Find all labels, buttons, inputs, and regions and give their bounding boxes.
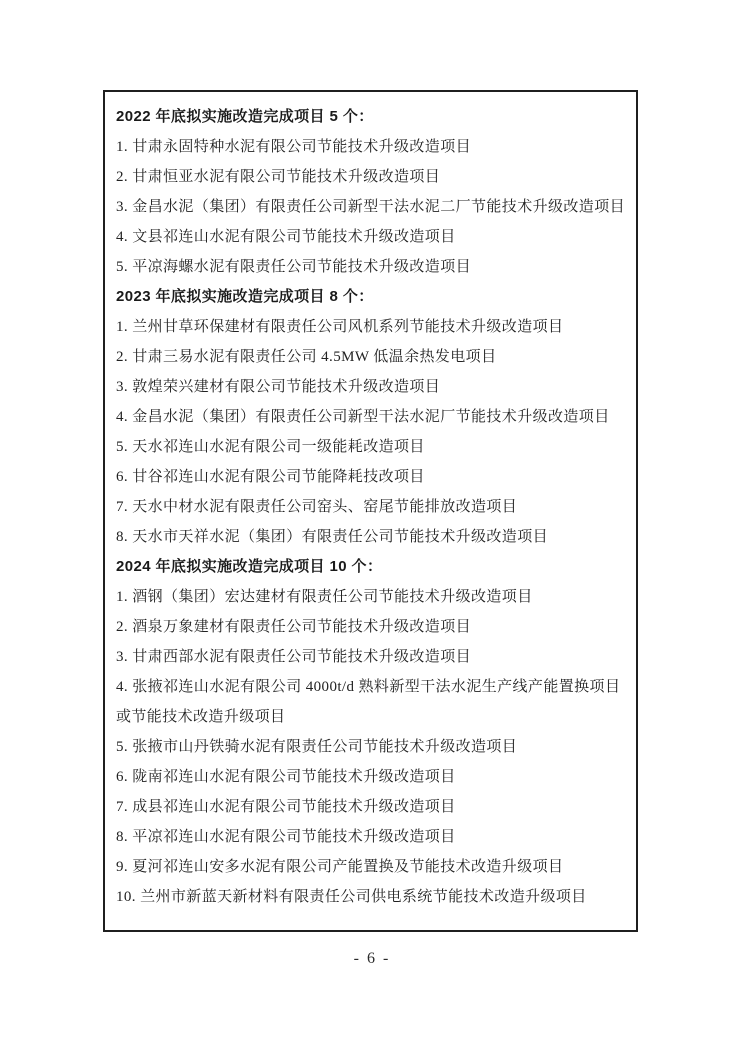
project-item: 4. 张掖祁连山水泥有限公司 4000t/d 熟料新型干法水泥生产线产能置换项目或节能技术改造升级项目 <box>116 679 621 725</box>
project-item: 2. 酒泉万象建材有限责任公司节能技术升级改造项目 <box>116 619 472 635</box>
project-item: 3. 甘肃西部水泥有限责任公司节能技术升级改造项目 <box>116 649 472 665</box>
project-item: 5. 天水祁连山水泥有限公司一级能耗改造项目 <box>116 439 425 455</box>
project-item: 9. 夏河祁连山安多水泥有限公司产能置换及节能技术改造升级项目 <box>116 859 564 875</box>
project-item: 4. 金昌水泥（集团）有限责任公司新型干法水泥厂节能技术升级改造项目 <box>116 409 610 425</box>
project-item: 3. 金昌水泥（集团）有限责任公司新型干法水泥二厂节能技术升级改造项目 <box>116 199 626 215</box>
project-item: 4. 文县祁连山水泥有限公司节能技术升级改造项目 <box>116 229 456 245</box>
project-item: 7. 天水中材水泥有限责任公司窑头、窑尾节能排放改造项目 <box>116 499 518 515</box>
section-heading-2022: 2022 年底拟实施改造完成项目 5 个： <box>116 108 374 125</box>
project-item: 6. 陇南祁连山水泥有限公司节能技术升级改造项目 <box>116 769 456 785</box>
project-item: 1. 兰州甘草环保建材有限责任公司风机系列节能技术升级改造项目 <box>116 319 564 335</box>
page-number: - 6 - <box>353 950 391 967</box>
project-list-box <box>103 90 638 932</box>
project-item: 10. 兰州市新蓝天新材料有限责任公司供电系统节能技术改造升级项目 <box>116 889 587 905</box>
project-item: 2. 甘肃恒亚水泥有限公司节能技术升级改造项目 <box>116 169 441 185</box>
project-item: 7. 成县祁连山水泥有限公司节能技术升级改造项目 <box>116 799 456 815</box>
project-item: 1. 酒钢（集团）宏达建材有限责任公司节能技术升级改造项目 <box>116 589 533 605</box>
project-item: 5. 平凉海螺水泥有限责任公司节能技术升级改造项目 <box>116 259 472 275</box>
section-heading-2024: 2024 年底拟实施改造完成项目 10 个： <box>116 558 383 575</box>
section-heading-2023: 2023 年底拟实施改造完成项目 8 个： <box>116 288 374 305</box>
project-item: 1. 甘肃永固特种水泥有限公司节能技术升级改造项目 <box>116 139 472 155</box>
project-item: 5. 张掖市山丹铁骑水泥有限责任公司节能技术升级改造项目 <box>116 739 518 755</box>
project-item: 3. 敦煌荣兴建材有限公司节能技术升级改造项目 <box>116 379 441 395</box>
project-item: 2. 甘肃三易水泥有限责任公司 4.5MW 低温余热发电项目 <box>116 349 497 365</box>
project-item: 6. 甘谷祁连山水泥有限公司节能降耗技改项目 <box>116 469 425 485</box>
project-item: 8. 平凉祁连山水泥有限公司节能技术升级改造项目 <box>116 829 456 845</box>
project-item: 8. 天水市天祥水泥（集团）有限责任公司节能技术升级改造项目 <box>116 529 549 545</box>
